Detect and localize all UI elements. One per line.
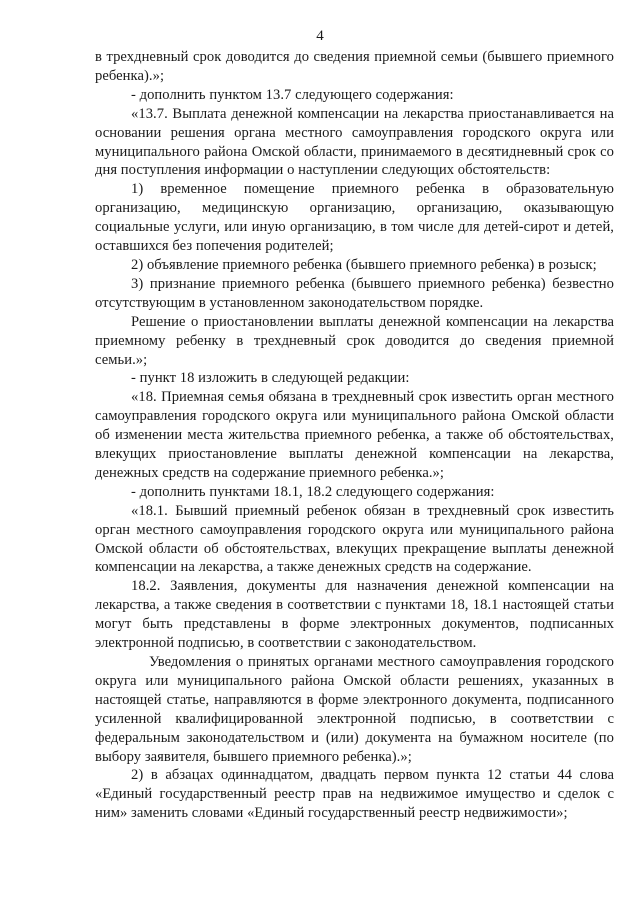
- paragraph: 3) признание приемного ребенка (бывшего приемного ребенка) безвестно отсутствующим в установленном законодательством порядке.: [95, 275, 614, 311]
- document-body: [95, 48, 614, 823]
- paragraph: в трехдневный срок доводится до сведения приемной семьи (бывшего приемного ребенка).»;: [95, 49, 614, 84]
- paragraph: 2) объявление приемного ребенка (бывшего приемного ребенка) в розыск;: [131, 256, 597, 273]
- paragraph: 2) в абзацах одиннадцатом, двадцать первом пункта 12 статьи 44 слова «Единый государственный реестр прав на недвижимое имущество и сделок с ним» заменить словами «Единый государственный реестр недвижимости»;: [95, 767, 614, 822]
- paragraph: - дополнить пунктами 18.1, 18.2 следующего содержания:: [131, 483, 495, 500]
- paragraph: «13.7. Выплата денежной компенсации на лекарства приостанавливается на основании решения органа местного самоуправления городского округа или муниципального района Омской области, принимаемого в десятидневный срок со дня поступления информации о наступлении следующих обстоятельств:: [95, 105, 614, 179]
- paragraph: 1) временное помещение приемного ребенка в образовательную организацию, медицинскую организацию, организацию, оказывающую социальные услуги, или иную организацию, в том числе для детей-сирот и детей, оставшихся без попечения родителей;: [95, 181, 614, 255]
- paragraph: Решение о приостановлении выплаты денежной компенсации на лекарства приемному ребенку в трехдневный срок доводится до сведения приемной семьи.»;: [95, 313, 614, 368]
- paragraph: «18. Приемная семья обязана в трехдневный срок известить орган местного самоуправления городского округа или муниципального района Омской области об изменении места жительства приемного ребенка, а также об обстоятельствах, влекущих приостановление выплаты денежной компенсации на лекарства, денежных средств на содержание приемного ребенка.»;: [95, 389, 614, 481]
- page-number: 4: [316, 28, 324, 44]
- paragraph: Уведомления о принятых органами местного самоуправления городского округа или муниципального района Омской области решениях, указанных в настоящей статье, направляются в форме электронного документа, подписанного усиленной квалифицированной электронной подписью, в соответствии с федеральным законодательством и (или) документа на бумажном носителе (по выбору заявителя, бывшего приемного ребенка).»;: [95, 654, 614, 765]
- paragraph: - дополнить пунктом 13.7 следующего содержания:: [131, 86, 454, 103]
- paragraph: 18.2. Заявления, документы для назначения денежной компенсации на лекарства, а также сведения в соответствии с пунктами 18, 18.1 настоящей статьи могут быть представлены в форме электронных документов, подписанных электронной подписью, в соответствии с законодательством.: [95, 578, 614, 652]
- paragraph: - пункт 18 изложить в следующей редакции:: [131, 370, 410, 387]
- paragraph: «18.1. Бывший приемный ребенок обязан в трехдневный срок известить орган местного самоуправления городского округа или муниципального района Омской области об обстоятельствах, влекущих прекращение выплаты денежной компенсации на лекарства, а также денежных средств на содержание.: [95, 502, 614, 576]
